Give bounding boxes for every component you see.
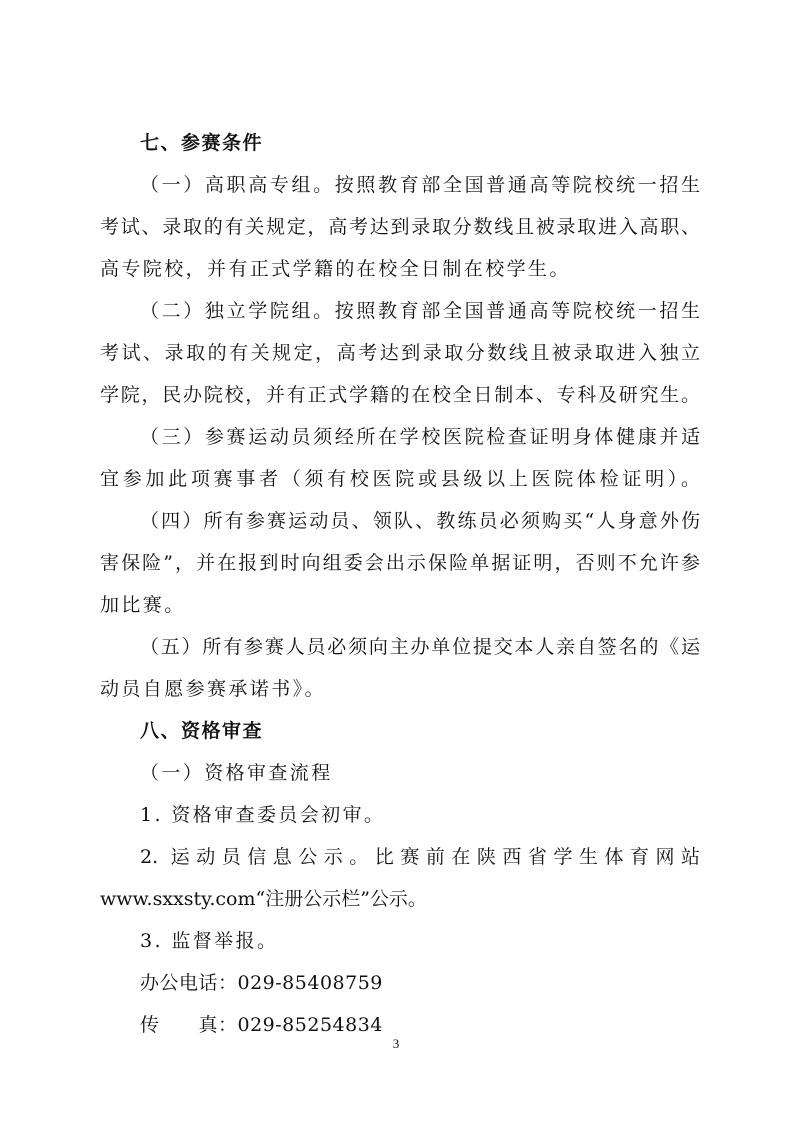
paragraph-line: 宜参加此项赛事者（须有校医院或县级以上医院体检证明）。 bbox=[100, 468, 700, 490]
subheading-review-process: （一）资格审查流程 bbox=[140, 762, 333, 784]
paragraph-line: 害保险”，并在报到时向组委会出示保险单据证明，否则不允许参 bbox=[100, 552, 700, 574]
list-item: 3. 监督举报。 bbox=[140, 930, 279, 952]
list-item: 1. 资格审查委员会初审。 bbox=[140, 804, 386, 826]
paragraph-line: 学院，民办院校，并有正式学籍的在校全日制本、专科及研究生。 bbox=[100, 384, 700, 406]
section-heading-qualification-review: 八、资格审查 bbox=[140, 720, 264, 742]
fax-number: 传 真：029-85254834 bbox=[140, 1014, 383, 1036]
section-heading-participation-conditions: 七、参赛条件 bbox=[140, 132, 264, 154]
paragraph-line: （四）所有参赛运动员、领队、教练员必须购买“人身意外伤 bbox=[140, 510, 700, 532]
paragraph-line: （三）参赛运动员须经所在学校医院检查证明身体健康并适 bbox=[140, 426, 700, 448]
paragraph-line: www.sxxsty.com“注册公示栏”公示。 bbox=[100, 888, 427, 910]
paragraph-line: 考试、录取的有关规定，高考达到录取分数线且被录取进入独立 bbox=[100, 342, 700, 364]
paragraph-line: （一）高职高专组。按照教育部全国普通高等院校统一招生 bbox=[140, 174, 700, 196]
page-number: 3 bbox=[392, 1036, 400, 1051]
paragraph-line: 考试、录取的有关规定，高考达到录取分数线且被录取进入高职、 bbox=[100, 216, 700, 238]
list-item: 2. 运动员信息公示。比赛前在陕西省学生体育网站 bbox=[140, 846, 700, 868]
paragraph-line: （五）所有参赛人员必须向主办单位提交本人亲自签名的《运 bbox=[140, 636, 700, 658]
paragraph-line: 动员自愿参赛承诺书》。 bbox=[100, 678, 326, 700]
paragraph-line: 加比赛。 bbox=[100, 594, 186, 616]
office-phone: 办公电话：029-85408759 bbox=[140, 972, 383, 994]
paragraph-line: 高专院校，并有正式学籍的在校全日制在校学生。 bbox=[100, 258, 571, 280]
paragraph-line: （二）独立学院组。按照教育部全国普通高等院校统一招生 bbox=[140, 300, 700, 322]
